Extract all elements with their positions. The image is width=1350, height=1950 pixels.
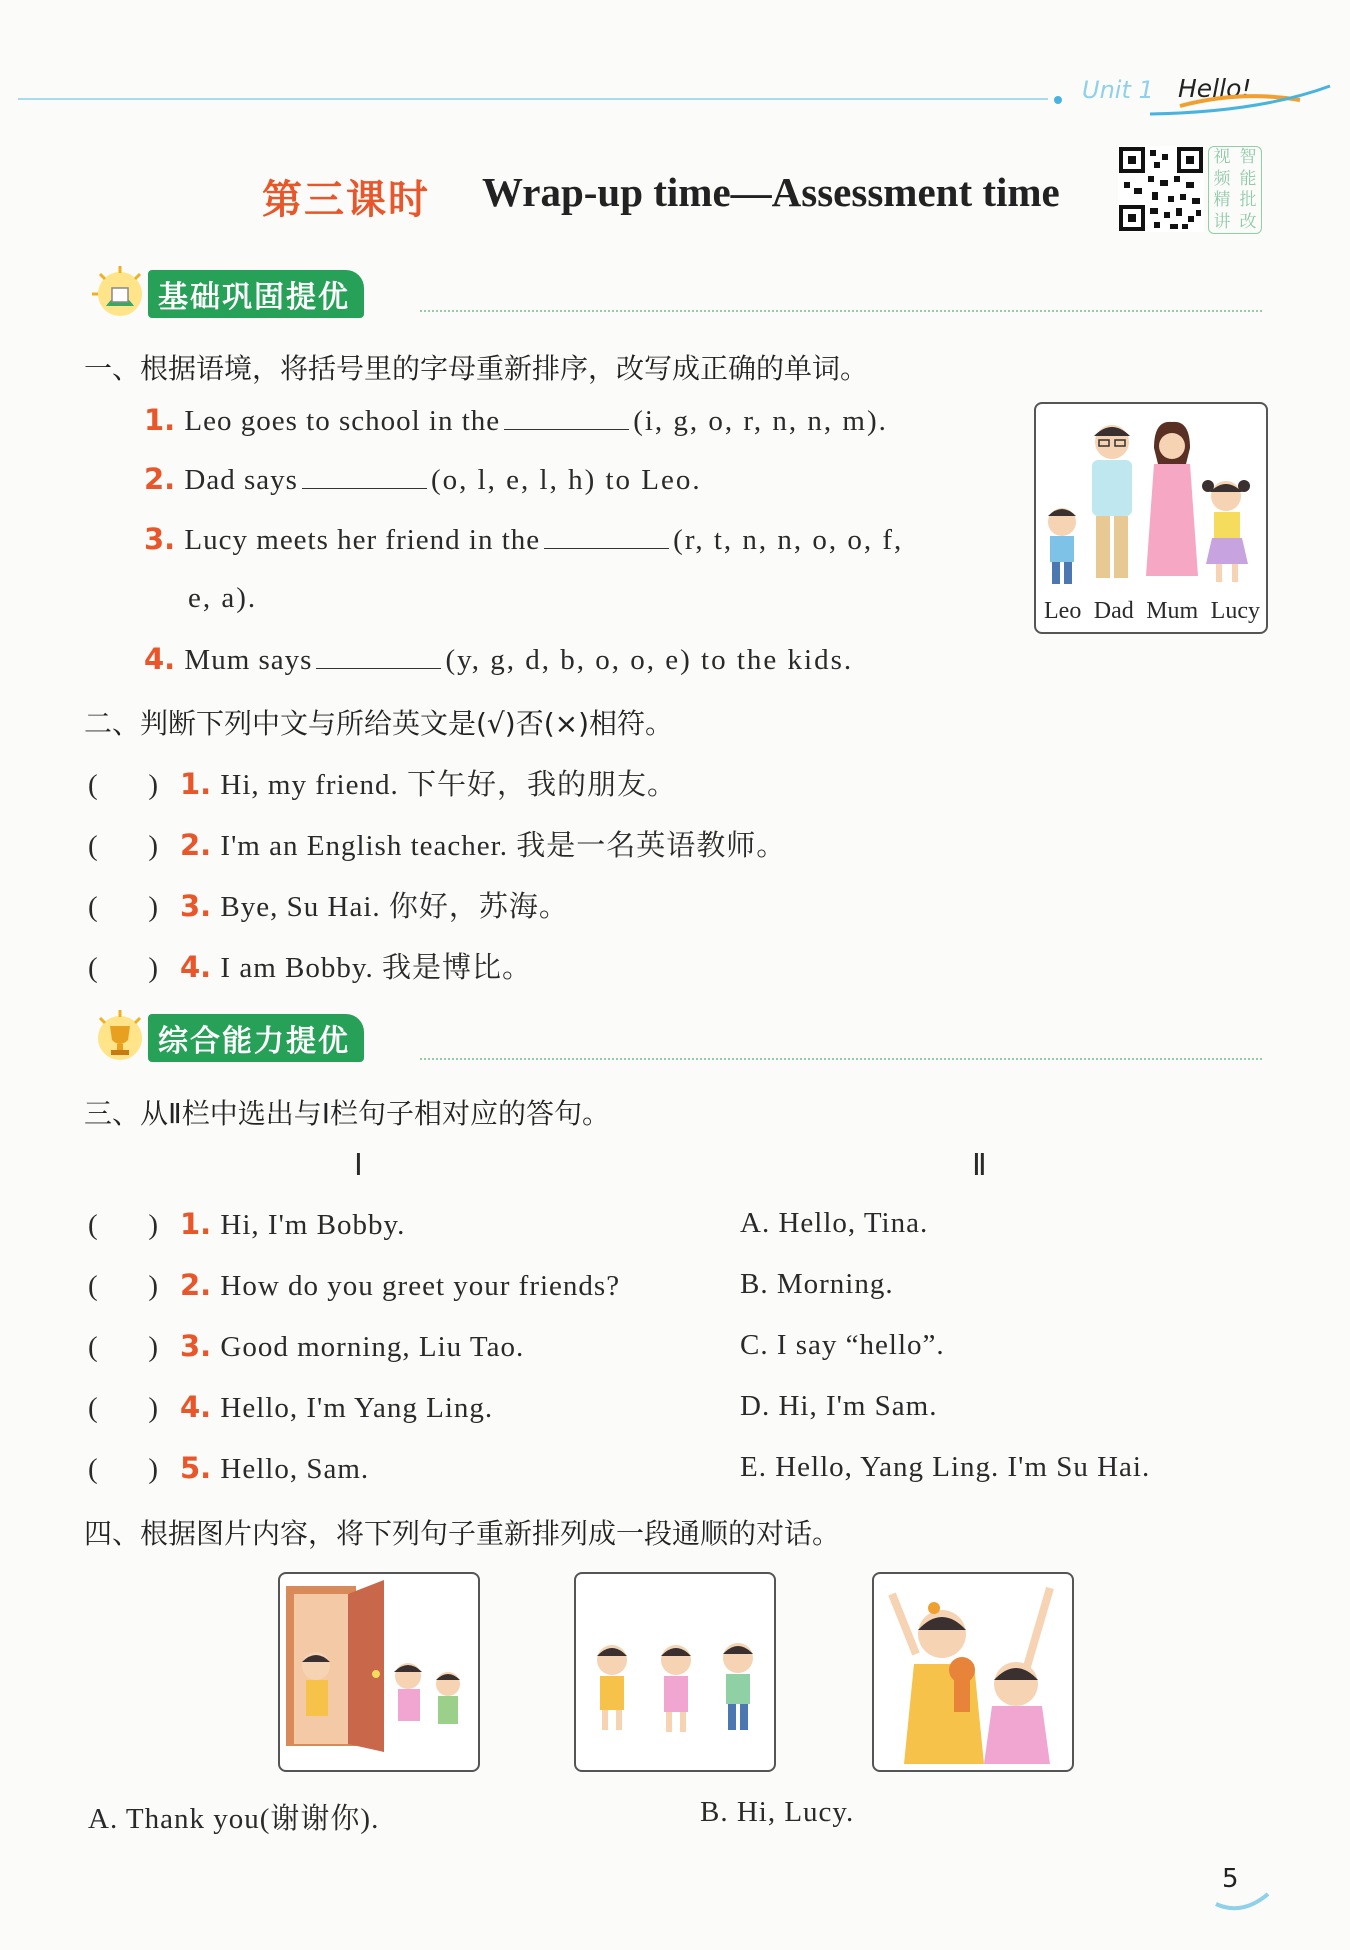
family-labels (1044, 598, 1260, 625)
qr-label: 批 (1239, 190, 1257, 210)
answer-bracket[interactable]: ( ) (88, 1331, 159, 1363)
three-kids-illustration-icon (576, 1574, 774, 1770)
item-text: Mum says (184, 644, 313, 676)
qr-label: 改 (1239, 211, 1257, 232)
column-2-label: Ⅱ (972, 1149, 987, 1182)
item-number: 4. (180, 950, 212, 984)
answer-bracket[interactable]: ( ) (88, 1453, 159, 1485)
qr-label: 精 (1213, 190, 1231, 210)
qr-label: 能 (1239, 168, 1257, 189)
label-dad: Dad (1093, 598, 1134, 624)
section-title: 综合能力提优 (148, 1014, 364, 1062)
q2-item-2 (88, 823, 786, 864)
item-text: Bye, Su Hai. 你好，苏海。 (220, 891, 569, 923)
answer-blank[interactable] (316, 642, 441, 669)
answer-blank[interactable] (544, 522, 669, 549)
header-title: Hello! (1178, 74, 1252, 103)
q3-item-2 (88, 1268, 620, 1303)
q3-option-e: E. Hello, Yang Ling. I'm Su Hai. (740, 1451, 1151, 1483)
scene-picture-3 (872, 1572, 1074, 1772)
qr-side-labels (1208, 146, 1262, 234)
qr-label: 讲 (1213, 211, 1231, 232)
q1-item-3 (144, 522, 903, 557)
header-unit: Unit 1 (1082, 76, 1154, 104)
header-swoosh-icon (1040, 82, 1340, 122)
question-4-heading: 四、根据图片内容，将下列句子重新排列成一段通顺的对话。 (84, 1517, 841, 1550)
qr-label: 视 (1213, 147, 1231, 167)
answer-bracket[interactable]: ( ) (88, 891, 159, 923)
item-text: Hi, my friend. 下午好，我的朋友。 (220, 769, 677, 801)
item-text: I am Bobby. 我是博比。 (220, 952, 532, 984)
item-number: 5. (180, 1451, 212, 1485)
q3-item-3 (88, 1329, 524, 1364)
item-text: Dad says (184, 464, 298, 496)
q3-option-b: B. Morning. (740, 1268, 894, 1300)
item-text: Good morning, Liu Tao. (220, 1331, 525, 1363)
item-hint: (i, g, o, r, n, n, m). (633, 405, 888, 437)
label-mum: Mum (1146, 598, 1199, 624)
qr-code[interactable] (1118, 146, 1204, 232)
family-picture (1034, 402, 1268, 634)
item-text: Hi, I'm Bobby. (220, 1209, 406, 1241)
q2-item-3 (88, 884, 569, 925)
page-number: 5 (1222, 1864, 1239, 1894)
answer-bracket[interactable]: ( ) (88, 830, 159, 862)
q2-item-1 (88, 762, 677, 803)
item-number: 1. (144, 403, 176, 437)
answer-bracket[interactable]: ( ) (88, 1392, 159, 1424)
item-text: I'm an English teacher. 我是一名英语教师。 (220, 830, 787, 862)
column-1-label: Ⅰ (354, 1149, 363, 1182)
section-banner-basic (92, 272, 364, 316)
q3-option-a: A. Hello, Tina. (740, 1207, 929, 1239)
header-rule (18, 98, 1048, 100)
q2-item-4 (88, 945, 532, 986)
item-number: 4. (144, 642, 176, 676)
answer-blank[interactable] (504, 403, 629, 430)
sun-box-icon (92, 266, 148, 322)
item-number: 2. (144, 462, 176, 496)
item-number: 1. (180, 767, 212, 801)
door-greeting-illustration-icon (280, 1574, 478, 1770)
answer-blank[interactable] (302, 462, 427, 489)
qr-label: 频 (1213, 168, 1231, 189)
qr-code-icon (1118, 146, 1204, 232)
item-number: 2. (180, 828, 212, 862)
q1-item-1 (144, 403, 888, 438)
item-hint: (r, t, n, n, o, o, f, (673, 524, 904, 556)
lesson-title-chinese: 第三课时 (262, 176, 430, 223)
item-text: Leo goes to school in the (184, 405, 501, 437)
question-3-heading: 三、从Ⅱ栏中选出与Ⅰ栏句子相对应的答句。 (84, 1097, 611, 1130)
page-swoosh-icon (1212, 1888, 1272, 1914)
section-banner-advanced (92, 1016, 364, 1060)
item-text: Hello, Sam. (220, 1453, 370, 1485)
lesson-title-english: Wrap-up time—Assessment time (482, 169, 1060, 215)
item-number: 3. (180, 1329, 212, 1363)
item-number: 4. (180, 1390, 212, 1424)
q3-item-1 (88, 1207, 405, 1242)
item-hint: (y, g, d, b, o, o, e) to the kids. (445, 644, 854, 676)
question-2-heading: 二、判断下列中文与所给英文是(√)否(×)相符。 (84, 707, 674, 740)
q4-option-b: B. Hi, Lucy. (700, 1796, 855, 1828)
q1-item-3-continued: e, a). (188, 582, 258, 614)
girls-with-cat-illustration-icon (874, 1574, 1072, 1770)
section-divider (420, 1058, 1262, 1060)
q3-option-c: C. I say “hello”. (740, 1329, 945, 1361)
item-number: 2. (180, 1268, 212, 1302)
answer-bracket[interactable]: ( ) (88, 1270, 159, 1302)
item-number: 3. (180, 889, 212, 923)
q3-option-d: D. Hi, I'm Sam. (740, 1390, 938, 1422)
label-lucy: Lucy (1210, 598, 1260, 624)
trophy-icon (92, 1010, 148, 1066)
q4-option-a: A. Thank you(谢谢你). (88, 1803, 380, 1835)
item-text: Hello, I'm Yang Ling. (220, 1392, 494, 1424)
answer-bracket[interactable]: ( ) (88, 769, 159, 801)
section-title: 基础巩固提优 (148, 270, 364, 318)
q1-item-4 (144, 642, 853, 677)
answer-bracket[interactable]: ( ) (88, 952, 159, 984)
label-leo: Leo (1044, 598, 1082, 624)
item-text: Lucy meets her friend in the (184, 524, 541, 556)
q3-item-5 (88, 1451, 369, 1486)
scene-picture-2 (574, 1572, 776, 1772)
family-illustration-icon (1036, 404, 1266, 594)
q3-item-4 (88, 1390, 493, 1425)
scene-picture-1 (278, 1572, 480, 1772)
item-text: How do you greet your friends? (220, 1270, 621, 1302)
item-number: 3. (144, 522, 176, 556)
section-divider (420, 310, 1262, 312)
q1-item-2 (144, 462, 702, 497)
item-hint: (o, l, e, l, h) to Leo. (430, 464, 702, 496)
qr-label: 智 (1239, 147, 1257, 167)
question-1-heading: 一、根据语境，将括号里的字母重新排序，改写成正确的单词。 (84, 352, 869, 385)
item-number: 1. (180, 1207, 212, 1241)
answer-bracket[interactable]: ( ) (88, 1209, 159, 1241)
